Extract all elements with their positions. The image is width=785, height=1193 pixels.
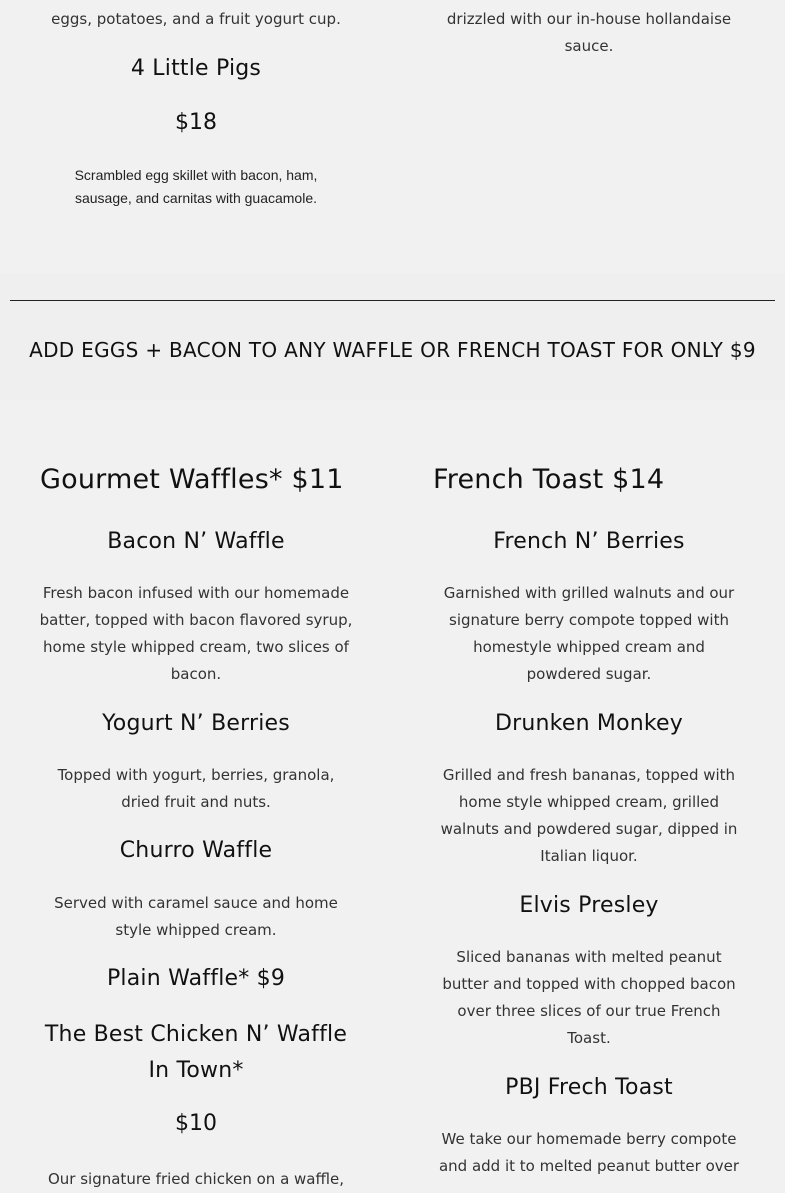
item-desc-tail: eggs, potatoes, and a fruit yogurt cup. (51, 10, 341, 28)
promo-band (0, 273, 785, 400)
item-price-chicken-n-waffle: $10 (175, 1111, 217, 1136)
item-title-4-little-pigs: 4 Little Pigs (130, 56, 262, 81)
item-desc-bacon-n-waffle: Fresh bacon infused with our homemade batter, topped with bacon flavored syrup, home style whipped cream, two slices of bacon. (39, 584, 353, 683)
item-desc-drunken-monkey: Grilled and fresh bananas, topped with home style whipped cream, grilled walnuts and powdered sugar, dipped in Italian liquor. (440, 766, 738, 865)
item-title-pbj-french-toast: PBJ Frech Toast (505, 1075, 673, 1100)
item-desc: Scrambled egg skillet with bacon, ham, sausage, and carnitas with guacamole. (74, 167, 318, 206)
item-title-elvis-presley: Elvis Presley (519, 893, 659, 918)
item-price: $18 (175, 110, 217, 135)
item-desc-yogurt-n-berries: Topped with yogurt, berries, granola, dried fruit and nuts. (57, 766, 335, 811)
section-heading-french-toast: French Toast $14 (433, 464, 665, 495)
section-heading-waffles: Gourmet Waffles* $11 (40, 464, 344, 495)
item-desc-chicken-n-waffle: Our signature fried chicken on a waffle, (47, 1170, 344, 1188)
item-title-drunken-monkey: Drunken Monkey (495, 711, 683, 736)
item-desc-pbj-french-toast: We take our homemade berry compote and add it to melted peanut butter over (438, 1130, 740, 1175)
item-title-bacon-n-waffle: Bacon N’ Waffle (107, 529, 285, 554)
item-title-churro-waffle: Churro Waffle (119, 838, 273, 863)
item-desc-tail-line2: sauce. (564, 37, 614, 55)
item-title-plain-waffle: Plain Waffle* $9 (106, 966, 286, 991)
item-title-french-n-berries: French N’ Berries (493, 529, 685, 554)
item-desc-churro-waffle: Served with caramel sauce and home style whipped cream. (54, 894, 338, 939)
item-desc-french-n-berries: Garnished with grilled walnuts and our signature berry compote topped with homestyle whipped cream and powdered sugar. (443, 584, 735, 683)
divider (10, 300, 775, 301)
promo-text: ADD EGGS + BACON TO ANY WAFFLE OR FRENCH TOAST FOR ONLY $9 (29, 338, 756, 362)
item-title-chicken-n-waffle: The Best Chicken N’ Waffle In Town* (44, 1022, 348, 1083)
item-desc-elvis-presley: Sliced bananas with melted peanut butter and topped with chopped bacon over three slices of our true French Toast. (442, 948, 736, 1047)
item-title-yogurt-n-berries: Yogurt N’ Berries (102, 711, 290, 736)
item-desc-tail-line1: drizzled with our in-house hollandaise (446, 10, 732, 28)
